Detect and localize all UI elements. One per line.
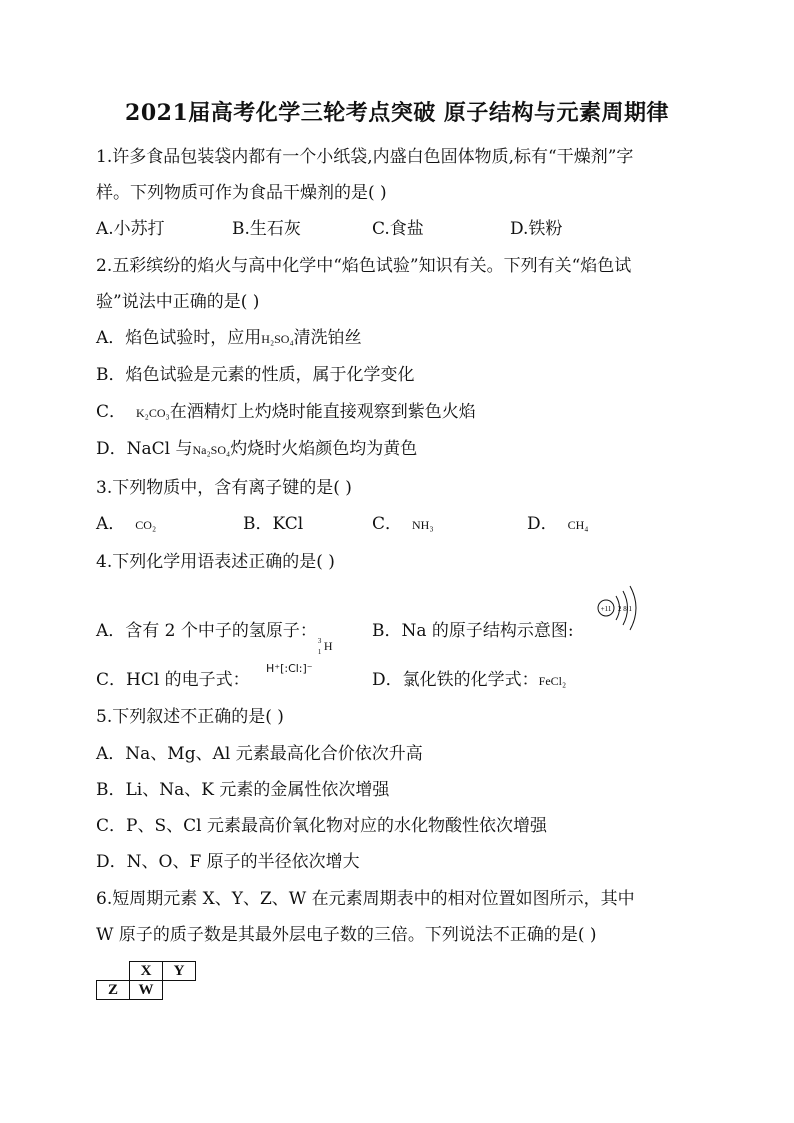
q2-stem-line2: 验”说法中正确的是( ) xyxy=(96,292,260,312)
q2-option-c-label: C． xyxy=(96,402,127,422)
q4-option-a-text: A．含有 2 个中子的氢原子： xyxy=(96,621,317,641)
q3-option-a-formula: CO₂ xyxy=(135,518,157,532)
q2-option-d-formula: Na₂SO₄ xyxy=(192,443,231,457)
cell-y: Y xyxy=(162,961,196,981)
page-title: 2021届高考化学三轮考点突破 原子结构与元素周期律 xyxy=(125,100,669,126)
q1-stem-line1: 1.许多食品包装袋内都有一个小纸袋,内盛白色固体物质,标有“干燥剂”字 xyxy=(96,147,634,167)
cell-x: X xyxy=(129,961,163,981)
q3-option-a-label: A． xyxy=(96,514,126,534)
q2-option-c-tail: 在酒精灯上灼烧时能直接观察到紫色火焰 xyxy=(169,402,476,422)
q2-option-d-tail: 灼烧时火焰颜色均为黄色 xyxy=(230,439,418,459)
q3-option-a xyxy=(96,513,156,536)
q2-option-a-tail: 清洗铂丝 xyxy=(293,328,362,348)
isotope-mass-number: 3 xyxy=(317,637,322,645)
q1-option-c: C.食盐 xyxy=(372,219,424,239)
q3-option-d-formula: CH₄ xyxy=(567,518,589,532)
q4-option-d xyxy=(372,669,566,692)
q3-option-d-label: D． xyxy=(527,514,558,534)
q3-option-c xyxy=(372,513,434,536)
q1-option-d: D.铁粉 xyxy=(510,219,563,239)
q4-option-a xyxy=(96,620,333,656)
q2-stem-line1: 2.五彩缤纷的焰火与高中化学中“焰色试验”知识有关。下列有关“焰色试 xyxy=(96,256,632,276)
q2-option-c xyxy=(96,401,476,424)
q3-option-c-label: C． xyxy=(372,514,403,534)
nucleus-charge: +11 xyxy=(600,605,612,613)
q5-stem: 5.下列叙述不正确的是( ) xyxy=(96,707,284,727)
q4-option-c: C．HCl 的电子式： xyxy=(96,670,250,690)
q5-option-c: C．P、S、Cl 元素最高价氧化物对应的水化物酸性依次增强 xyxy=(96,816,547,836)
q6-stem-line1: 6.短周期元素 X、Y、Z、W 在元素周期表中的相对位置如图所示，其中 xyxy=(96,889,635,909)
q4-option-d-formula: FeCl₂ xyxy=(538,674,567,688)
isotope-element: H xyxy=(323,639,333,653)
q2-option-a-text: A．焰色试验时，应用 xyxy=(96,328,262,348)
q2-option-a-formula: H₂SO₄ xyxy=(261,332,294,346)
q3-option-d xyxy=(527,513,589,536)
q6-stem-line2: W 原子的质子数是其最外层电子数的三倍。下列说法不正确的是( ) xyxy=(96,925,597,945)
q2-option-b: B．焰色试验是元素的性质，属于化学变化 xyxy=(96,365,415,385)
q3-option-c-formula: NH₃ xyxy=(412,518,434,532)
q2-option-d-text: D．NaCl 与 xyxy=(96,439,193,459)
q4-stem: 4.下列化学用语表述正确的是( ) xyxy=(96,552,335,572)
hcl-electron-formula: H⁺[:Cl:]⁻ xyxy=(266,662,313,675)
cell-w: W xyxy=(129,980,163,1000)
cell-z: Z xyxy=(96,980,130,1000)
q5-option-b: B．Li、Na、K 元素的金属性依次增强 xyxy=(96,780,390,800)
q5-option-d: D．N、O、F 原子的半径依次增大 xyxy=(96,852,360,872)
q3-option-b: B．KCl xyxy=(243,514,304,534)
q4-option-b: B．Na 的原子结构示意图: xyxy=(372,621,574,641)
q5-option-a: A．Na、Mg、Al 元素最高化合价依次升高 xyxy=(96,744,423,764)
q2-option-c-formula: K₂CO₃ xyxy=(136,406,170,420)
q2-option-d xyxy=(96,438,417,461)
na-atom-structure-diagram xyxy=(592,582,644,634)
isotope-atomic-number: 1 xyxy=(317,648,322,656)
q2-option-a xyxy=(96,327,362,350)
q1-option-a: A.小苏打 xyxy=(96,219,165,239)
q1-option-b: B.生石灰 xyxy=(232,219,301,239)
q4-option-d-text: D．氯化铁的化学式： xyxy=(372,670,539,690)
shell-electron-counts: 2 8 1 xyxy=(618,605,632,613)
q1-stem-line2: 样。下列物质可作为食品干燥剂的是( ) xyxy=(96,183,387,203)
q3-stem: 3.下列物质中，含有离子键的是( ) xyxy=(96,478,352,498)
